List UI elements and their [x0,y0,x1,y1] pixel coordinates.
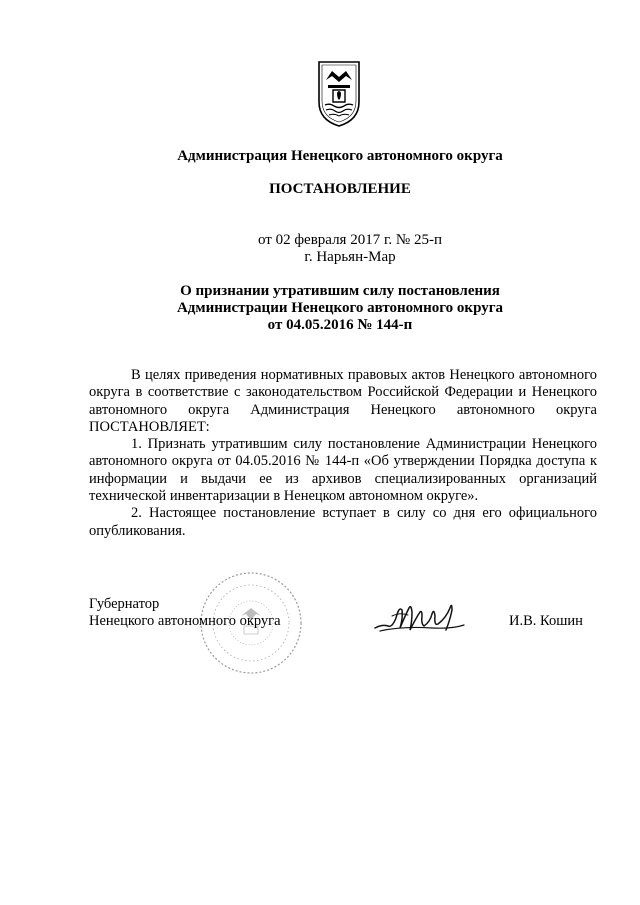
preamble-paragraph: В целях приведения нормативных правовых актов Ненецкого автономного округа в соответствие с законодательством Российской Федерации и Ненецкого автономного округа Администрация Ненецкого автономного округа ПОСТАНОВЛЯЕТ: [89,367,597,435]
organization-name: Администрация Ненецкого автономного округа [177,148,503,164]
nenets-coat-of-arms-icon [316,58,362,128]
document-body [89,367,597,540]
document-type: ПОСТАНОВЛЕНИЕ [269,181,411,197]
position-line: Губернатор [89,596,160,612]
document-date-number: от 02 февраля 2017 г. № 25-п [257,232,443,248]
title-line: Администрации Ненецкого автономного округа [176,300,504,316]
document-place: г. Нарьян-Мар [304,249,396,265]
signatory-name: И.В. Кошин [509,613,583,629]
title-line: О признании утратившим силу постановления [180,283,500,299]
document-title [20,283,640,334]
item-paragraph-2: 2. Настоящее постановление вступает в силу со дня его официального опубликования. [89,505,597,539]
title-line: от 04.05.2016 № 144-п [267,317,413,333]
signatory-position [89,596,281,631]
handwritten-signature-icon [372,598,468,636]
position-line: Ненецкого автономного округа [89,613,281,630]
item-paragraph-1: 1. Признать утратившим силу постановление Администрации Ненецкого автономного округа от 04.05.2016 № 144-п «Об утверждении Порядка доступа к информации и выдачи ее из архивов специализированных организаций технической инвентаризации в Ненецком автономном округе». [89,436,597,505]
